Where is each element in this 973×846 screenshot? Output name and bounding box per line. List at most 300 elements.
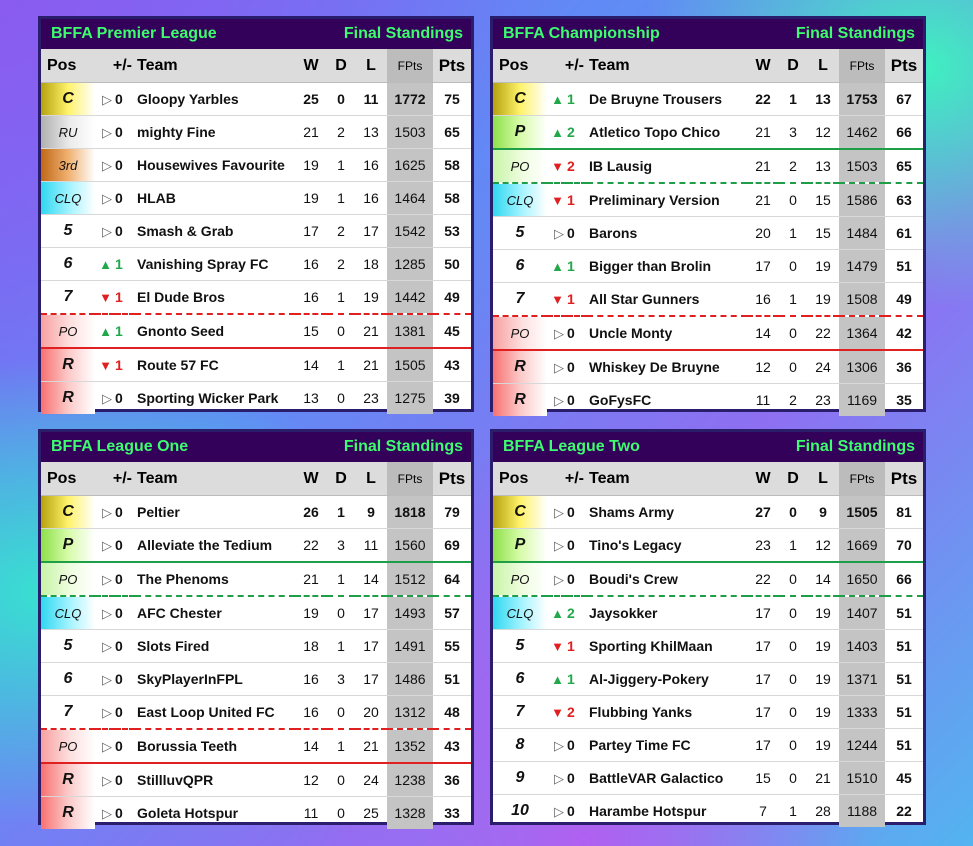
wins-value: 26 [295,496,327,529]
table-row [493,217,923,250]
team-header: Team [587,49,747,83]
no-change-icon: ▷ [102,390,112,406]
movement-header: +/- [547,462,587,496]
no-change-icon: ▷ [554,737,564,753]
wins-value: 20 [747,217,779,250]
team-name: Sporting KhilMaan [587,630,747,663]
table-row [41,382,471,415]
losses-value: 14 [355,562,387,596]
points-value: 51 [433,663,471,696]
losses-value: 16 [355,149,387,182]
table-row [493,183,923,217]
no-change-icon: ▷ [102,571,112,587]
wins-value: 16 [747,283,779,317]
position-cell: PO [493,562,547,596]
table-row [41,663,471,696]
position-cell: P [493,529,547,563]
movement-value: 1 [567,283,587,317]
losses-value: 13 [355,116,387,149]
table-row [493,596,923,630]
movement-arrow-cell [95,763,115,797]
draws-value: 0 [779,663,807,696]
wins-value: 15 [747,762,779,795]
draws-value: 1 [789,803,797,819]
points-value: 45 [433,314,471,348]
movement-value: 2 [567,696,587,729]
fpts-value: 1493 [387,596,433,630]
fpts-value: 1625 [387,149,433,182]
movement-value: 0 [567,529,587,563]
fpts-value: 1333 [839,696,885,729]
team-name: HLAB [135,182,295,215]
league-subtitle: Final Standings [343,25,463,42]
no-change-icon: ▷ [554,325,564,341]
position-cell: 7 [41,696,95,730]
table-row [41,729,471,763]
wins-value: 23 [747,529,779,563]
standings-table [493,49,923,416]
table-row [41,248,471,281]
movement-arrow-cell [547,795,567,828]
movement-arrow-cell [95,348,115,382]
losses-header: L [355,49,387,83]
movement-header: +/- [95,49,135,83]
team-name: Bigger than Brolin [587,250,747,283]
table-row [493,384,923,417]
table-row [493,316,923,350]
position-cell: PO [41,314,95,348]
up-arrow-icon: ▲ [99,257,112,272]
losses-value: 13 [807,83,839,116]
movement-value: 1 [567,250,587,283]
draws-value: 0 [327,314,355,348]
movement-value: 2 [567,149,587,183]
movement-arrow-cell [95,248,115,281]
movement-value: 1 [567,663,587,696]
fpts-value: 1328 [387,797,433,830]
movement-value: 1 [567,630,587,663]
points-value: 69 [433,529,471,563]
movement-arrow-cell [95,116,115,149]
position-cell: 3rd [41,149,95,182]
fpts-value: 1486 [387,663,433,696]
points-value: 36 [885,350,923,384]
draws-value: 0 [327,596,355,630]
down-arrow-icon: ▼ [99,290,112,305]
no-change-icon: ▷ [554,392,564,408]
losses-value: 17 [355,596,387,630]
down-arrow-icon: ▼ [99,358,112,373]
losses-value: 19 [807,596,839,630]
draws-value: 1 [779,283,807,317]
losses-value: 14 [807,562,839,596]
points-header: Pts [885,49,923,83]
fpts-value: 1244 [839,729,885,762]
team-header: Team [135,462,295,496]
draws-value: 1 [327,729,355,763]
position-cell: 6 [493,663,547,696]
team-name: Atletico Topo Chico [587,116,747,150]
movement-value: 0 [115,529,135,563]
movement-arrow-cell [547,83,567,116]
movement-value: 0 [567,392,575,408]
movement-value: 0 [115,630,135,663]
no-change-icon: ▷ [102,190,112,206]
points-header: Pts [433,49,471,83]
wins-value: 11 [303,805,319,821]
draws-value: 1 [327,348,355,382]
wins-value: 25 [295,83,327,116]
no-change-icon: ▷ [554,770,564,786]
position-cell: RU [41,116,95,149]
movement-value: 0 [115,390,123,406]
position-cell: C [41,496,95,529]
league-one-panel [38,429,474,825]
position-cell: 5 [41,215,95,248]
movement-value: 0 [115,663,135,696]
movement-arrow-cell [95,382,115,415]
draws-header: D [327,49,355,83]
fpts-value: 1464 [387,182,433,215]
wins-value: 22 [295,529,327,563]
points-value: 39 [444,390,460,406]
team-name: Whiskey De Bruyne [587,350,747,384]
losses-value: 15 [807,217,839,250]
team-name: The Phenoms [135,562,295,596]
wins-value: 16 [295,663,327,696]
down-arrow-icon: ▼ [551,292,564,307]
table-row [493,529,923,563]
table-row [493,250,923,283]
team-name: Sporting Wicker Park [137,390,279,406]
movement-arrow-cell [95,630,115,663]
losses-value: 13 [807,149,839,183]
team-name: BattleVAR Galactico [587,762,747,795]
movement-value: 0 [115,696,135,730]
losses-value: 19 [807,729,839,762]
standings-table [493,462,923,827]
wins-value: 16 [295,281,327,315]
no-change-icon: ▷ [102,157,112,173]
team-header: Team [587,462,747,496]
points-value: 43 [433,348,471,382]
header-row [493,49,923,83]
team-name: East Loop United FC [135,696,295,730]
draws-value: 1 [327,630,355,663]
points-header: Pts [885,462,923,496]
losses-value: 15 [807,183,839,217]
draws-value: 3 [779,116,807,150]
league-header [493,19,923,49]
wins-header: W [747,462,779,496]
position-cell: R [493,350,547,384]
movement-arrow-cell [547,217,567,250]
team-name: GoFysFC [589,392,652,408]
team-name: Shams Army [587,496,747,529]
position-cell: R [493,384,547,417]
header-row [41,49,471,83]
wins-value: 18 [295,630,327,663]
team-name: Partey Time FC [587,729,747,762]
losses-value: 17 [355,663,387,696]
position-cell: 5 [493,630,547,663]
wins-value: 19 [295,149,327,182]
draws-value: 3 [327,529,355,563]
no-change-icon: ▷ [554,225,564,241]
pos-header: Pos [493,462,547,496]
draws-value: 0 [327,83,355,116]
points-value: 57 [433,596,471,630]
movement-arrow-cell [95,596,115,630]
fpts-value: 1510 [839,762,885,795]
table-row [493,630,923,663]
down-arrow-icon: ▼ [551,193,564,208]
position-cell: C [493,83,547,116]
losses-value: 19 [807,696,839,729]
movement-value: 0 [115,215,135,248]
table-row [493,562,923,596]
movement-arrow-cell [547,316,567,350]
wins-header: W [747,49,779,83]
wins-value: 21 [295,562,327,596]
fpts-header: FPts [839,462,885,496]
movement-value: 1 [567,83,587,116]
fpts-value: 1479 [839,250,885,283]
movement-value: 2 [567,596,587,630]
wins-value: 27 [747,496,779,529]
movement-header: +/- [547,49,587,83]
wins-header: W [295,49,327,83]
up-arrow-icon: ▲ [551,259,564,274]
losses-value: 19 [807,250,839,283]
fpts-value: 1403 [839,630,885,663]
no-change-icon: ▷ [102,504,112,520]
movement-arrow-cell [547,283,567,317]
table-row [41,696,471,730]
wins-value: 22 [747,562,779,596]
table-row [41,596,471,630]
fpts-value: 1381 [387,314,433,348]
position-cell: P [41,529,95,563]
table-row [41,83,471,116]
draws-value: 0 [779,562,807,596]
draws-value: 0 [779,316,807,350]
wins-value: 14 [295,348,327,382]
position-cell: C [493,496,547,529]
position-cell: 7 [41,281,95,315]
team-name: Barons [587,217,747,250]
losses-header: L [807,462,839,496]
losses-value: 17 [355,630,387,663]
position-cell: PO [41,562,95,596]
draws-value: 0 [779,729,807,762]
points-value: 79 [433,496,471,529]
points-value: 58 [433,182,471,215]
points-value: 49 [885,283,923,317]
movement-value: 0 [567,217,587,250]
standings-table [41,49,471,414]
league-title: BFFA Championship [503,25,660,42]
fpts-value: 1484 [839,217,885,250]
points-value: 66 [885,562,923,596]
no-change-icon: ▷ [102,638,112,654]
table-row [41,763,471,797]
down-arrow-icon: ▼ [551,639,564,654]
points-value: 81 [885,496,923,529]
movement-arrow-cell [95,729,115,763]
table-row [41,529,471,563]
up-arrow-icon: ▲ [551,606,564,621]
position-cell: 5 [41,630,95,663]
no-change-icon: ▷ [554,359,564,375]
position-cell: 10 [511,802,529,819]
position-cell: CLQ [41,596,95,630]
movement-value: 1 [115,281,135,315]
movement-value: 0 [567,729,587,762]
movement-value: 0 [115,596,135,630]
draws-value: 2 [327,116,355,149]
standings-table [41,462,471,829]
losses-value: 24 [355,763,387,797]
wins-value: 16 [295,696,327,730]
movement-arrow-cell [547,149,567,183]
losses-value: 19 [807,630,839,663]
position-cell: CLQ [493,183,547,217]
movement-arrow-cell [95,314,115,348]
draws-value: 1 [327,149,355,182]
movement-arrow-cell [95,281,115,315]
movement-arrow-cell [547,729,567,762]
losses-value: 21 [807,762,839,795]
movement-value: 0 [115,496,135,529]
fpts-value: 1560 [387,529,433,563]
points-value: 70 [885,529,923,563]
wins-value: 17 [747,630,779,663]
team-name: Alleviate the Tedium [135,529,295,563]
position-cell: 7 [493,283,547,317]
points-value: 33 [444,805,460,821]
points-value: 35 [896,392,912,408]
league-two-panel [490,429,926,825]
no-change-icon: ▷ [102,537,112,553]
movement-value: 0 [567,316,587,350]
movement-arrow-cell [547,350,567,384]
wins-value: 14 [295,729,327,763]
points-header: Pts [433,462,471,496]
table-row [41,496,471,529]
movement-value: 0 [567,803,575,819]
movement-value: 2 [567,116,587,150]
points-value: 63 [885,183,923,217]
league-title: BFFA League Two [503,438,640,455]
no-change-icon: ▷ [554,537,564,553]
movement-arrow-cell [95,496,115,529]
table-row [41,348,471,382]
points-value: 45 [885,762,923,795]
losses-value: 24 [807,350,839,384]
fpts-value: 1503 [839,149,885,183]
table-row [493,729,923,762]
points-value: 51 [885,596,923,630]
team-name: Goleta Hotspur [137,805,239,821]
position-cell: 6 [493,250,547,283]
points-value: 51 [885,729,923,762]
movement-arrow-cell [547,663,567,696]
position-cell: CLQ [493,596,547,630]
movement-arrow-cell [547,384,567,417]
table-row [41,116,471,149]
table-row [493,496,923,529]
position-cell: CLQ [41,182,95,215]
position-cell: R [41,382,95,415]
pos-header: Pos [41,49,95,83]
team-name: SkyPlayerInFPL [135,663,295,696]
fpts-value: 1364 [839,316,885,350]
team-name: Preliminary Version [587,183,747,217]
position-cell: PO [493,316,547,350]
team-name: All Star Gunners [587,283,747,317]
team-name: AFC Chester [135,596,295,630]
fpts-header: FPts [387,49,433,83]
position-cell: R [41,797,95,830]
draws-value: 2 [779,149,807,183]
points-value: 65 [885,149,923,183]
table-row [493,350,923,384]
draws-value: 0 [327,696,355,730]
fpts-value: 1442 [387,281,433,315]
movement-value: 0 [115,729,135,763]
movement-header: +/- [95,462,135,496]
wins-value: 21 [295,116,327,149]
movement-value: 1 [567,183,587,217]
draws-value: 0 [779,496,807,529]
team-name: Tino's Legacy [587,529,747,563]
points-value: 22 [896,803,912,819]
fpts-value: 1285 [387,248,433,281]
wins-value: 17 [747,663,779,696]
wins-value: 17 [295,215,327,248]
no-change-icon: ▷ [554,571,564,587]
wins-value: 7 [759,803,767,819]
losses-value: 9 [807,496,839,529]
movement-arrow-cell [547,562,567,596]
team-name: Borussia Teeth [135,729,295,763]
table-row [41,630,471,663]
league-title: BFFA League One [51,438,189,455]
losses-value: 12 [807,116,839,150]
losses-value: 11 [355,529,387,563]
wins-value: 21 [747,116,779,150]
league-header [493,432,923,462]
fpts-value: 1238 [387,763,433,797]
movement-value: 0 [115,116,135,149]
losses-value: 21 [355,314,387,348]
fpts-value: 1371 [839,663,885,696]
losses-header: L [807,49,839,83]
wins-value: 13 [303,390,319,406]
points-value: 51 [885,250,923,283]
movement-arrow-cell [547,762,567,795]
wins-value: 17 [747,596,779,630]
points-value: 65 [433,116,471,149]
losses-value: 11 [355,83,387,116]
draws-header: D [779,49,807,83]
movement-value: 0 [567,496,587,529]
fpts-value: 1505 [387,348,433,382]
no-change-icon: ▷ [102,671,112,687]
losses-value: 22 [807,316,839,350]
position-cell: 9 [493,762,547,795]
